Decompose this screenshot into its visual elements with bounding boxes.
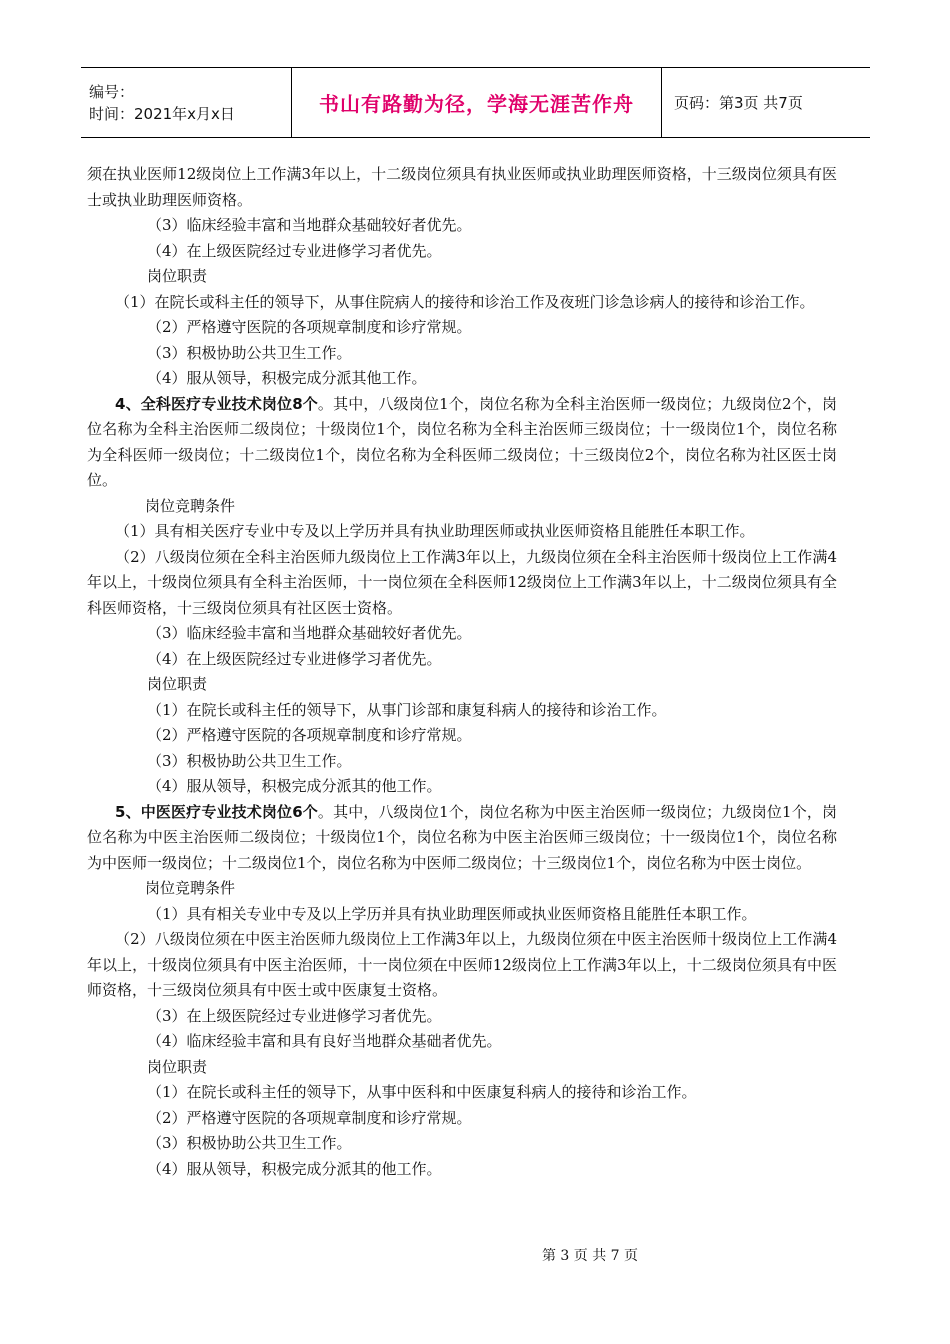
paragraph: （2）严格遵守医院的各项规章制度和诊疗常规。	[147, 318, 472, 336]
paragraph: 须在执业医师12级岗位上工作满3年以上，十二级岗位须具有执业医师或执业助理医师资格，十三级岗位须具有医士或执业助理医师资格。	[87, 165, 837, 209]
paragraph: （3）在上级医院经过专业进修学习者优先。	[147, 1006, 442, 1025]
document-date-label: 时间：2021年x月x日	[89, 104, 235, 123]
document-header	[81, 67, 870, 138]
page-footer	[0, 1245, 950, 1265]
section-subheading: 岗位职责	[147, 267, 208, 285]
header-motto	[292, 68, 662, 137]
paragraph: （2）八级岗位须在中医主治医师九级岗位上工作满3年以上，九级岗位须在中医主治医师十级岗位上工作满4年以上，十级岗位须具有中医主治医师，十一岗位须在中医师12级岗位上工作满3年以上，十二级岗位须具有中医师资格，十三级岗位须具有中医士或中医康复士资格。	[87, 930, 837, 999]
paragraph: （2）八级岗位须在全科主治医师九级岗位上工作满3年以上，九级岗位须在全科主治医师十级岗位上工作满4年以上，十级岗位须具有全科主治医师，十一岗位须在全科医师12级岗位上工作满3年以上，十二级岗位须具有全科医师资格，十三级岗位须具有社区医士资格。	[87, 547, 837, 617]
paragraph: （2）严格遵守医院的各项规章制度和诊疗常规。	[147, 726, 472, 744]
paragraph: （4）服从领导，积极完成分派其他工作。	[147, 369, 427, 387]
paragraph: （1）具有相关专业中专及以上学历并具有执业助理医师或执业医师资格且能胜任本职工作。	[147, 904, 757, 923]
paragraph: （1）具有相关医疗专业中专及以上学历并具有执业助理医师或执业医师资格且能胜任本职工作。	[115, 522, 755, 540]
paragraph: （4）服从领导，积极完成分派其的他工作。	[147, 1159, 442, 1178]
section-subheading: 岗位职责	[147, 675, 208, 693]
paragraph: （3）积极协助公共卫生工作。	[147, 751, 352, 770]
paragraph: （1）在院长或科主任的领导下，从事门诊部和康复科病人的接待和诊治工作。	[147, 700, 667, 719]
document-number-label: 编号：	[89, 82, 135, 101]
footer-page-number: 第 3 页 共 7 页	[541, 1248, 639, 1264]
paragraph: （3）临床经验丰富和当地群众基础较好者优先。	[147, 624, 472, 642]
paragraph: （1）在院长或科主任的领导下，从事住院病人的接待和诊治工作及夜班门诊急诊病人的接待和诊治工作。	[115, 292, 815, 311]
paragraph: （4）在上级医院经过专业进修学习者优先。	[147, 649, 442, 668]
section-paragraph-4	[87, 392, 837, 494]
section-text-4: 。其中，八级岗位1个，岗位名称为全科主治医师一级岗位；九级岗位2个，岗位名称为全科主治医师二级岗位；十级岗位1个，岗位名称为全科主治医师三级岗位；十一级岗位1个，岗位名称为全科医师一级岗位；十二级岗位1个，岗位名称为全科医师二级岗位；十三级岗位2个，岗位名称为社区医士岗位。	[87, 394, 837, 489]
section-heading-5: 5、中医医疗专业技术岗位6个	[115, 802, 318, 821]
paragraph: （3）积极协助公共卫生工作。	[147, 1134, 352, 1152]
header-page-info	[662, 68, 870, 137]
section-subheading: 岗位竞聘条件	[145, 496, 236, 515]
section-subheading: 岗位竞聘条件	[145, 879, 236, 897]
section-subheading: 岗位职责	[147, 1057, 208, 1076]
section-paragraph-5	[87, 800, 837, 877]
paragraph: （4）临床经验丰富和具有良好当地群众基础者优先。	[147, 1032, 502, 1050]
section-heading-4: 4、全科医疗专业技术岗位8个	[115, 394, 318, 413]
paragraph: （4）在上级医院经过专业进修学习者优先。	[147, 241, 442, 260]
page-number-label: 页码：第3页 共7页	[674, 94, 803, 112]
header-meta	[81, 68, 292, 137]
section-text-5: 。其中，八级岗位1个，岗位名称为中医主治医师一级岗位；九级岗位1个，岗位名称为中医主治医师二级岗位；十级岗位1个，岗位名称为中医主治医师三级岗位；十一级岗位1个，岗位名称为中医师一级岗位；十二级岗位1个，岗位名称为中医师二级岗位；十三级岗位1个，岗位名称为中医士岗位。	[87, 802, 837, 872]
paragraph: （3）积极协助公共卫生工作。	[147, 343, 352, 362]
paragraph: （3）临床经验丰富和当地群众基础较好者优先。	[147, 216, 472, 234]
paragraph: （2）严格遵守医院的各项规章制度和诊疗常规。	[147, 1108, 472, 1127]
document-body	[87, 162, 837, 1182]
motto-text: 书山有路勤为径，学海无涯苦作舟	[319, 92, 634, 116]
paragraph: （4）服从领导，积极完成分派其的他工作。	[147, 777, 442, 795]
paragraph: （1）在院长或科主任的领导下，从事中医科和中医康复科病人的接待和诊治工作。	[147, 1083, 697, 1101]
